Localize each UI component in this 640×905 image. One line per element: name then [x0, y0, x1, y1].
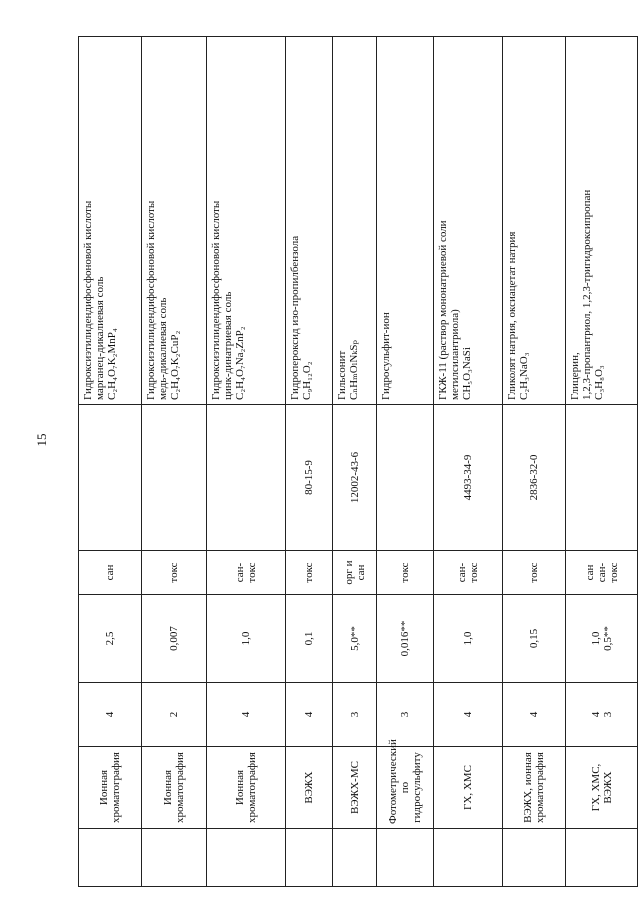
harm-indicator-text: токс — [528, 562, 541, 583]
substance-name-line: Гидроксиэтилидендифосфоновой кислоты — [82, 200, 94, 400]
table-row — [207, 37, 285, 887]
substance-formula: C₂H₄O₇K₂CuP₂ — [169, 330, 182, 400]
harm-indicator-text: орг и сан — [342, 560, 367, 585]
substance-name-line: медь-дикалиевая соль — [157, 297, 170, 400]
pdk-value-cell — [79, 595, 142, 683]
substance-formula: C₉H₁₂O₂ — [300, 361, 313, 400]
cas-number-cell — [79, 405, 142, 551]
pdk-value-text: 5,0** — [348, 626, 361, 651]
cas-number-cell — [433, 405, 503, 551]
row-spacer-cell — [566, 829, 638, 887]
analysis-method-text: Ионная хроматография — [233, 752, 258, 823]
harm-indicator-cell — [79, 551, 142, 595]
hazard-class-cell — [433, 683, 503, 747]
analysis-method-cell — [333, 747, 377, 829]
hazard-class-text: 4 — [528, 711, 541, 718]
harm-indicator-text: сан — [104, 564, 117, 581]
rotated-table-container — [78, 37, 638, 887]
substance-name-line: Гидросульфит-ион — [379, 312, 392, 400]
pdk-value-text: 0,5** — [601, 626, 614, 651]
harm-indicator-cell — [207, 551, 285, 595]
table-body — [79, 37, 638, 887]
substance-formula: C₃H₈O₃ — [593, 365, 606, 400]
hazard-class-cell — [207, 683, 285, 747]
pdk-value-cell — [333, 595, 377, 683]
row-spacer-cell — [333, 829, 377, 887]
substance-name-cell — [433, 37, 503, 405]
substance-name-line: Гликолят натрия, оксиацетат натрия — [506, 231, 519, 400]
substance-name-cell — [376, 37, 433, 405]
analysis-method-cell — [566, 747, 638, 829]
row-spacer-cell — [285, 829, 333, 887]
hazard-class-cell — [142, 683, 207, 747]
row-spacer-cell — [433, 829, 503, 887]
cas-number-cell — [503, 405, 566, 551]
analysis-method-text: ВЭЖХ, ионная хроматография — [522, 752, 547, 823]
pdk-value-text: 1,0 — [239, 631, 252, 646]
row-spacer-cell — [207, 829, 285, 887]
substance-name-cell — [503, 37, 566, 405]
substance-formula: C₂H₃NaO₃ — [518, 352, 531, 400]
hazard-class-text: 3 — [348, 711, 361, 718]
row-spacer-cell — [79, 829, 142, 887]
substance-name-cell — [285, 37, 333, 405]
cas-number-cell — [285, 405, 333, 551]
hazard-class-cell — [503, 683, 566, 747]
row-spacer-cell — [376, 829, 433, 887]
pdk-value-cell — [433, 595, 503, 683]
analysis-method-text: ВЭЖХ — [303, 771, 316, 804]
substance-name-line: Гидроксиэтилидендифосфоновой кислоты — [210, 200, 223, 400]
substance-name-line: Гидропероксид изо-пропилбензола — [288, 235, 301, 400]
substance-formula: CₙHₘOₗNₖSₚ — [348, 340, 361, 400]
harm-indicator-cell — [566, 551, 638, 595]
hazard-class-cell — [285, 683, 333, 747]
harm-indicator-cell — [142, 551, 207, 595]
substance-name-line: метилсилантриола) — [448, 309, 461, 400]
cas-number-cell — [333, 405, 377, 551]
pdk-value-cell — [376, 595, 433, 683]
harm-indicator-cell — [285, 551, 333, 595]
hazard-class-text: 4 — [461, 711, 474, 718]
table-row — [333, 37, 377, 887]
hazard-class-text: 4 — [589, 711, 602, 718]
substance-name-line: Гильсонит — [336, 350, 349, 400]
harm-indicator-text: токс — [398, 562, 411, 583]
hazard-class-cell — [333, 683, 377, 747]
analysis-method-cell — [503, 747, 566, 829]
table-row — [566, 37, 638, 887]
cas-number-cell — [566, 405, 638, 551]
analysis-method-cell — [285, 747, 333, 829]
substance-name-line: 1,2,3-пропантриол, 1,2,3-тригидроксипропан — [581, 189, 594, 400]
substance-name-line: ГКЖ-11 (раствор мононатриевой соли — [436, 220, 449, 400]
analysis-method-cell — [207, 747, 285, 829]
harm-indicator-text: сан-токс — [233, 562, 258, 583]
harm-indicator-text: сан-токс — [595, 562, 620, 583]
cas-number-text: 12002-43-6 — [348, 451, 361, 504]
hazard-class-cell — [376, 683, 433, 747]
cas-number-text: 80-15-9 — [303, 460, 316, 495]
harm-indicator-text: сан-токс — [455, 562, 480, 583]
analysis-method-text: ГХ, ХМС — [461, 765, 474, 810]
pdk-value-text: 2,5 — [104, 631, 117, 646]
hazard-class-text: 4 — [239, 711, 252, 718]
hazard-class-text: 2 — [168, 711, 181, 718]
substance-formula: C₂H₄O₇K₂MnP₄ — [106, 328, 118, 400]
pdk-value-cell — [285, 595, 333, 683]
analysis-method-text: Фотометрический по гидросульфиту — [386, 739, 423, 824]
harm-indicator-text: токс — [168, 562, 181, 583]
analysis-method-text: ГХ, ХМС, ВЭЖХ — [589, 763, 614, 812]
substance-name-cell — [79, 37, 142, 405]
cas-number-cell — [142, 405, 207, 551]
analysis-method-text: ВЭЖХ-МС — [348, 761, 361, 814]
pdk-value-cell — [566, 595, 638, 683]
analysis-method-cell — [142, 747, 207, 829]
table-row — [142, 37, 207, 887]
cas-number-cell — [207, 405, 285, 551]
analysis-method-cell — [376, 739, 433, 829]
substance-formula: CH₅O₃NaSi — [460, 347, 473, 400]
pdk-value-text: 0,016** — [398, 620, 411, 657]
table-row — [376, 37, 433, 887]
harm-indicator-cell — [433, 551, 503, 595]
pdk-value-text: 0,1 — [303, 631, 316, 646]
substance-name-line: Гидроксиэтилидендифосфоновой кислоты — [145, 200, 158, 400]
pdk-value-text: 0,15 — [528, 628, 541, 649]
table-row — [433, 37, 503, 887]
substance-formula: C₂H₄O₇Na₂ZnP₂ — [234, 326, 247, 400]
hazard-class-cell — [566, 683, 638, 747]
hazard-class-text: 3 — [398, 711, 411, 718]
table-row — [503, 37, 566, 887]
harm-indicator-text: сан — [583, 564, 596, 581]
pdk-value-cell — [503, 595, 566, 683]
pdk-value-text: 0,007 — [168, 626, 181, 651]
harm-indicator-cell — [376, 551, 433, 595]
hazard-class-text: 3 — [601, 711, 614, 718]
row-spacer-cell — [142, 829, 207, 887]
pdk-value-text: 1,0 — [589, 631, 602, 646]
substance-name-cell — [142, 37, 207, 405]
harm-indicator-text: токс — [303, 562, 316, 583]
hazard-class-cell — [79, 683, 142, 747]
substance-name-line: марганец-дикалиевая соль — [94, 276, 106, 400]
analysis-method-cell — [433, 747, 503, 829]
pdk-value-cell — [207, 595, 285, 683]
table-row — [79, 37, 142, 887]
cas-number-cell — [376, 405, 433, 551]
analysis-method-text: Ионная хроматография — [98, 752, 123, 823]
analysis-method-text: Ионная хроматография — [162, 752, 187, 823]
pdk-value-text: 1,0 — [461, 631, 474, 646]
analysis-method-cell — [79, 747, 142, 829]
hazard-class-text: 4 — [104, 711, 117, 718]
harm-indicator-cell — [503, 551, 566, 595]
cas-number-text: 2836-32-0 — [528, 454, 541, 501]
row-spacer-cell — [503, 829, 566, 887]
cas-number-text: 4493-34-9 — [461, 454, 474, 501]
page-number: 15 — [34, 433, 49, 447]
hazard-class-text: 4 — [303, 711, 316, 718]
substances-table — [78, 36, 638, 887]
substance-name-cell — [333, 37, 377, 405]
harm-indicator-cell — [333, 551, 377, 595]
pdk-value-cell — [142, 595, 207, 683]
substance-name-cell — [207, 37, 285, 405]
substance-name-cell — [566, 37, 638, 405]
substance-name-line: цинк-динатриевая соль — [222, 291, 235, 400]
table-row — [285, 37, 333, 887]
substance-name-line: Глицерин, — [569, 352, 582, 400]
